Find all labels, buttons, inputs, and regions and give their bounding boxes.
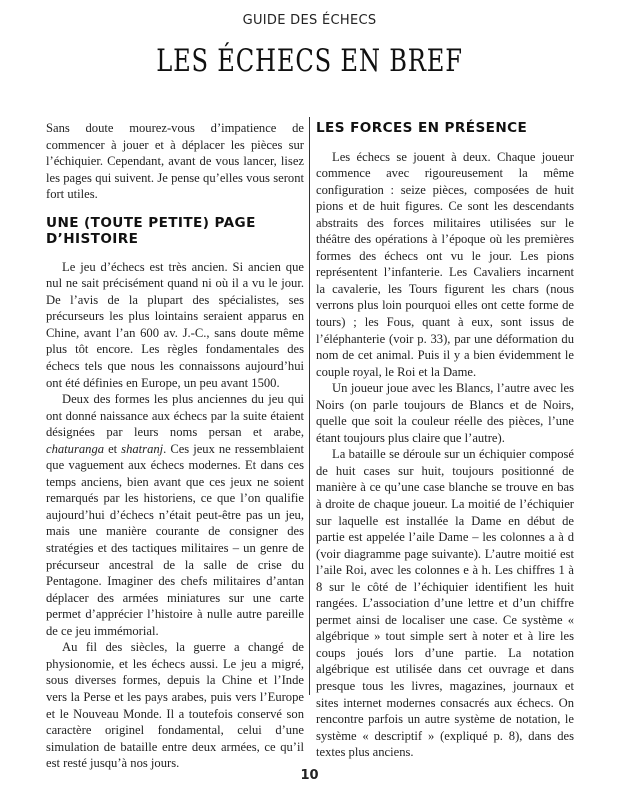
column-divider [309, 117, 310, 695]
page-title: LES ÉCHECS EN BREF [156, 43, 463, 79]
forces-paragraph-3: La bataille se déroule sur un échiquier composé de huit cases sur huit, toujours positionné de manière à ce qu’une case blanche se trouve en bas à droite de chaque joueur. La moitié de l’échiquier sur laquelle est installée la Dame en début de partie est appelée l’aile Dame – les colonnes a à d (voir diagramme page suivante). L’autre moitié est l’aile Roi, avec les colonnes e à h. Les chiffres 1 à 8 sur le côté de l’échiquier identifient les huit rangées. L’association d’une lettre et d’un chiffre permet ainsi de localiser une case. Ce système « algébrique » tout simple sert à noter et à lire les coups joués lors d’une partie. La notation algébrique est utilisée dans cet ouvrage et dans presque tous les livres, magazines, journaux et sites internet modernes consacrés aux échecs. On rencontre parfois un autre système de notation, le système « descriptif » (expliqué p. 8), dans des textes plus anciens. [316, 447, 574, 760]
history-p2-text-a: Deux des formes les plus anciennes du jeu qui ont donné naissance aux échecs par la suite étaient désignées par leurs noms persan et arabe, [46, 392, 304, 440]
page-number: 10 [300, 768, 319, 783]
history-heading: UNE (TOUTE PETITE) PAGE D’HISTOIRE [46, 214, 256, 248]
running-head: GUIDE DES ÉCHECS [242, 13, 377, 28]
right-column [316, 120, 574, 761]
forces-paragraph-2: Un joueur joue avec les Blancs, l’autre avec les Noirs (on parle toujours de Blancs et de Noirs, quelle que soit la couleur réelle des pièces, l’une étant toujours plus claire que l’autre). [316, 381, 574, 445]
term-shatranj: shatranj [121, 441, 164, 456]
forces-heading: LES FORCES EN PRÉSENCE [316, 120, 528, 136]
history-paragraph-1: Le jeu d’échecs est très ancien. Si ancien que nul ne sait précisément quand ni où il a vu le jour. De l’avis de la plupart des spécialistes, ses précurseurs les plus lointains seraient apparus en Chine, avant l’an 600 av. J.-C., sans doute même plus tôt encore. Les règles fondamentales des échecs tels que nous les connaissons aujourd’hui ont été définies en Europe, un peu avant 1500. [46, 259, 304, 390]
term-chaturanga: chaturanga [46, 441, 105, 456]
left-column [46, 120, 304, 772]
intro-paragraph: Sans doute mourez-vous d’impatience de commencer à jouer et à déplacer les pièces sur l’échiquier. Cependant, avant de vous lancer, lisez les pages qui suivent. Je pense qu’elles vous seront fort utiles. [46, 121, 304, 202]
history-paragraph-2 [46, 391, 304, 639]
history-paragraph-3: Au fil des siècles, la guerre a changé de physionomie, et les échecs aussi. Le jeu a migré, sous diverses formes, depuis la Chine et l’Inde vers la Perse et les pays arabes, puis vers l’Europe et le Nouveau Monde. Il a toutefois conservé son caractère originel fondamental, celui d’une simulation de bataille entre deux armées, ce qu’il est resté jusqu’à nos jours. [46, 640, 304, 771]
history-p2-text-b: et [104, 441, 122, 456]
history-p2-text-c: . Ces jeux ne ressemblaient que vaguement aux échecs modernes. Et dans ces temps anciens, bien avant que ces jeux ne soient remarqués par les historiens, ce que l’on qualifie aujourd’hui d’échecs n’était peut-être pas un jeu, mais une manière courante de consigner des stratégies et des tactiques militaires – un genre de précurseur ancestral de la salle de crise du Pentagone. Imaginer des chefs militaires d’antan déplacer des armées miniatures sur une carte permet d’apprécier l’histoire à nulle autre pareille de ce jeu immémorial. [46, 441, 305, 638]
forces-paragraph-1: Les échecs se jouent à deux. Chaque joueur commence avec rigoureusement la même configuration : seize pièces, composées de huit pions et de huit figures. Ce sont les descendants abstraits des forces militaires utilisées sur le théâtre des opérations à l’époque où les premières formes des échecs ont vu le jour. Les pions représentent l’infanterie. Les Cavaliers incarnent la cavalerie, les Tours figurent les chars (nous verrons plus loin pourquoi elles ont cette forme de tours) ; les Fous, quant à eux, sont issus de l’éléphanterie (voir p. 33), par une déformation du nom de cet animal. Puis il y a bien évidemment le couple royal, le Roi et la Dame. [316, 149, 574, 379]
